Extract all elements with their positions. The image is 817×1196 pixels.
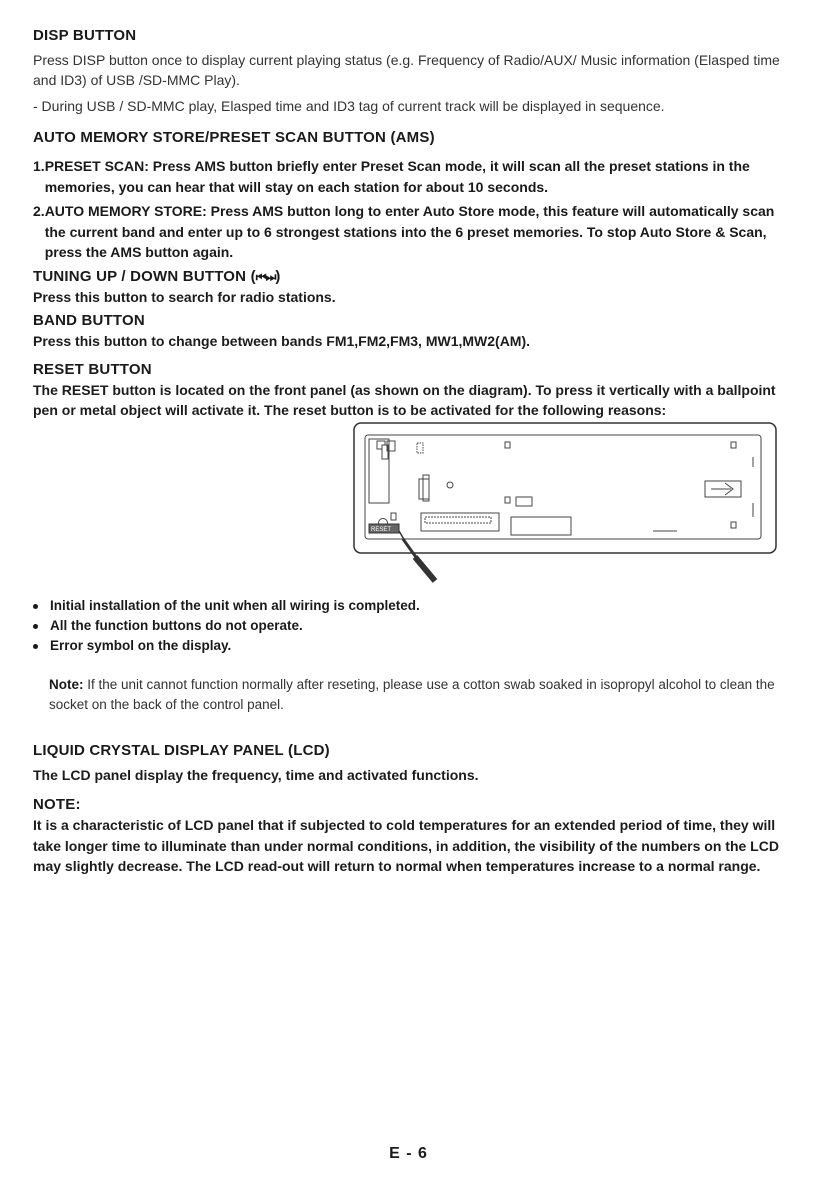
ams-item-1-number: 1. [33,158,45,174]
ams-item-1-text: PRESET SCAN: Press AMS button briefly enter Preset Scan mode, it will scan all the preset stations in the memories, you can hear that will stay on each station for about 10 seconds. [44,158,750,195]
list-item: Initial installation of the unit when all wiring is completed. [33,596,785,616]
band-heading: BAND BUTTON [33,312,145,329]
tuning-text: Press this button to search for radio stations. [33,288,336,305]
front-panel-drawing [353,421,777,596]
note-heading: NOTE: [33,796,81,813]
reset-heading: RESET BUTTON [33,360,152,378]
lcd-heading: LIQUID CRYSTAL DISPLAY PANEL (LCD) [33,741,330,759]
ams-heading: AUTO MEMORY STORE/PRESET SCAN BUTTON (AMS) [33,129,435,146]
front-panel-diagram [353,421,777,596]
band-text: Press this button to change between bands FM1,FM2,FM3, MW1,MW2(AM). [33,333,531,349]
tuning-heading-text: TUNING UP / DOWN BUTTON ( [33,267,256,285]
reset-reasons-list [33,596,785,656]
ams-item-preset-scan [33,156,785,197]
disp-paragraph-2: - During USB / SD-MMC play, Elasped time and ID3 tag of current track will be displayed in sequence. [33,98,665,114]
note-text: It is a characteristic of LCD panel that if subjected to cold temperatures for an extended period of time, they will take longer time to illuminate than under normal conditions, in addition, the visibility of the numbers on the LCD may slightly decrease. The LCD read-out will return to normal when temperatures increase to a normal range. [33,817,779,874]
tuning-heading [33,267,785,287]
page-number: E - 6 [389,1145,428,1162]
list-item: All the function buttons do not operate. [33,616,785,636]
ams-item-auto-store [33,201,785,263]
lcd-text: The LCD panel display the frequency, time and activated functions. [33,766,479,783]
reset-diagram-label: RESET [371,526,392,533]
disp-heading: DISP BUTTON [33,27,137,44]
reset-note [49,675,785,715]
reset-note-label: Note: [49,677,84,692]
list-item: Error symbol on the display. [33,636,785,656]
ams-item-2-text: AUTO MEMORY STORE: Press AMS button long to enter Auto Store mode, this feature will automatically scan the current band and enter up to 6 strongest stations into the 6 preset memories. To stop Auto Store & Scan, press the AMS button again. [44,203,775,260]
ams-item-2-number: 2. [33,203,45,219]
tuning-heading-end: ) [275,267,281,285]
manual-page [33,26,785,877]
reset-text: The RESET button is located on the front panel (as shown on the diagram). To press it vertically with a ballpoint pen or metal object will activate it. The reset button is to be activated for the following reasons: [33,381,776,418]
skip-back-forward-icon: ⏮⏭ [255,269,276,284]
disp-paragraph-1: Press DISP button once to display current playing status (e.g. Frequency of Radio/AUX/ Music information (Elasped time and ID3) of USB /SD-MMC Play). [33,52,780,88]
reset-note-text: If the unit cannot function normally after reseting, please use a cotton swab soaked in isopropyl alcohol to clean the socket on the back of the control panel. [49,677,775,712]
